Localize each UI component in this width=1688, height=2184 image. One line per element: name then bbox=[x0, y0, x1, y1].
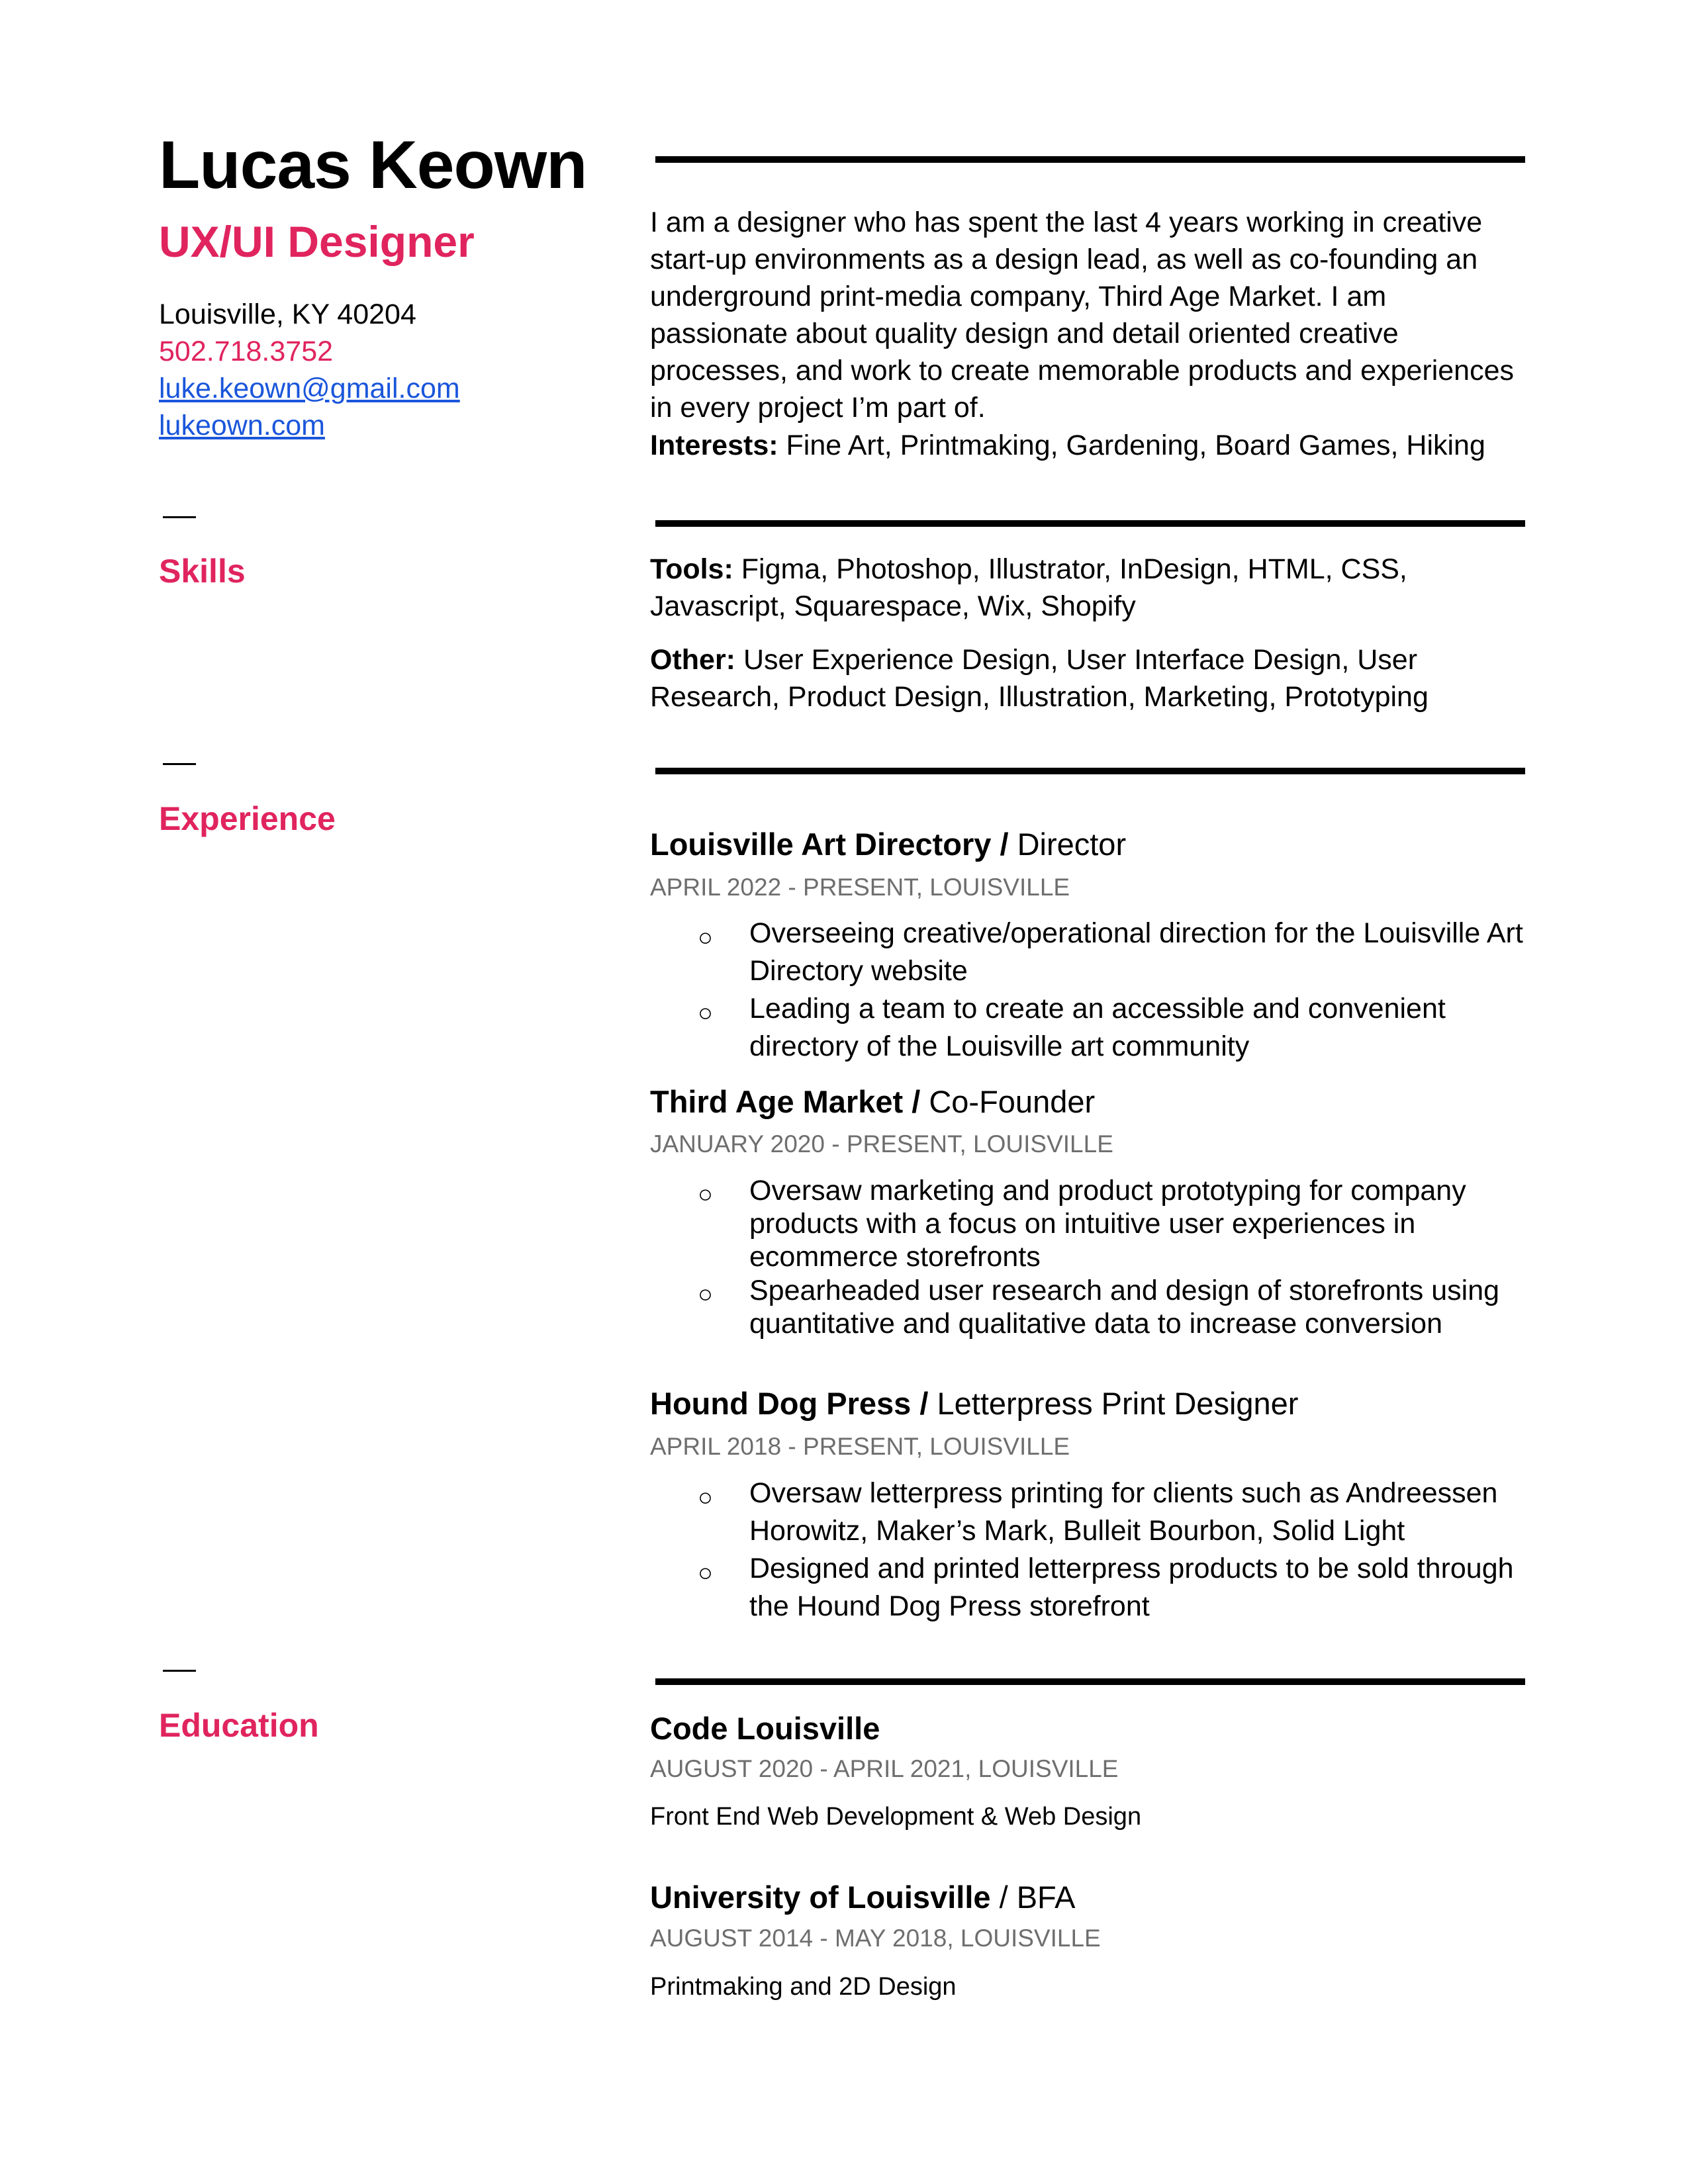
job-bullet: Overseeing creative/operational direction for the Louisville Art Directory website bbox=[749, 917, 1523, 987]
job-bullet: Leading a team to create an accessible and convenient directory of the Louisville art community bbox=[749, 993, 1446, 1062]
section-heading-experience: Experience bbox=[159, 800, 336, 837]
job-position: Letterpress Print Designer bbox=[937, 1386, 1299, 1421]
summary-paragraph bbox=[650, 204, 1530, 426]
tools-line bbox=[650, 551, 1530, 625]
job-company: Louisville Art Directory / bbox=[650, 827, 1009, 862]
phone-text: 502.718.3752 bbox=[159, 336, 334, 367]
other-value: User Experience Design, User Interface Design, User Research, Product Design, Illustration, Marketing, Prototyping bbox=[650, 644, 1429, 713]
other-skills-line bbox=[650, 641, 1530, 715]
job-title-line bbox=[650, 1086, 1095, 1117]
bullet-circle-icon: ○ bbox=[698, 1484, 713, 1512]
education-detail: Front End Web Development & Web Design bbox=[650, 1803, 1142, 1831]
education-meta: AUGUST 2014 - MAY 2018, LOUISVILLE bbox=[650, 1925, 1101, 1952]
tools-value: Figma, Photoshop, Illustrator, InDesign, HTML, CSS, Javascript, Squarespace, Wix, Shopify bbox=[650, 553, 1407, 622]
divider-rule-education bbox=[655, 1678, 1525, 1685]
section-heading-education: Education bbox=[159, 1707, 319, 1744]
section-heading-skills: Skills bbox=[159, 553, 246, 590]
divider-rule-skills bbox=[655, 520, 1525, 527]
job-position: Director bbox=[1017, 827, 1127, 862]
education-detail: Printmaking and 2D Design bbox=[650, 1973, 957, 2001]
job-bullet: Oversaw letterpress printing for clients such as Andreessen Horowitz, Maker’s Mark, Bulleit Bourbon, Solid Light bbox=[749, 1477, 1498, 1547]
email-link[interactable]: luke.keown@gmail.com bbox=[159, 373, 460, 404]
job-bullet: Oversaw marketing and product prototyping for company products with a focus on intuitive user experiences in ecommerce storefronts bbox=[749, 1175, 1466, 1273]
bullet-circle-icon: ○ bbox=[698, 1281, 713, 1308]
interests-value: Fine Art, Printmaking, Gardening, Board Games, Hiking bbox=[786, 430, 1485, 461]
bullet-circle-icon: ○ bbox=[698, 1559, 713, 1587]
bullet-circle-icon: ○ bbox=[698, 999, 713, 1027]
job-company: Third Age Market / bbox=[650, 1084, 921, 1119]
location-text: Louisville, KY 40204 bbox=[159, 298, 416, 330]
job-meta: APRIL 2022 - PRESENT, LOUISVILLE bbox=[650, 874, 1070, 901]
education-title-line bbox=[650, 1713, 880, 1744]
education-meta: AUGUST 2020 - APRIL 2021, LOUISVILLE bbox=[650, 1755, 1119, 1782]
job-meta: APRIL 2018 - PRESENT, LOUISVILLE bbox=[650, 1433, 1070, 1460]
job-bullet: Spearheaded user research and design of storefronts using quantitative and qualitative data to increase conversion bbox=[749, 1275, 1500, 1340]
website-link[interactable]: lukeown.com bbox=[159, 410, 325, 441]
resume-role: UX/UI Designer bbox=[159, 217, 475, 266]
section-dash-experience bbox=[163, 763, 196, 765]
tools-label: Tools: bbox=[650, 553, 733, 585]
summary-text: I am a designer who has spent the last 4 years working in creative start-up environments as a design lead, as well as co-founding an underground print-media company, Third Age Market. I am passionate about quality design and detail oriented creative processes, and work to create memorable products and experiences in every project I’m part of. bbox=[650, 206, 1515, 424]
education-school: University of Louisville bbox=[650, 1880, 991, 1915]
education-school: Code Louisville bbox=[650, 1711, 880, 1746]
section-dash-education bbox=[163, 1670, 196, 1672]
education-title-line bbox=[650, 1882, 1076, 1913]
interests-label: Interests: bbox=[650, 430, 778, 461]
job-title-line bbox=[650, 1388, 1298, 1419]
other-label: Other: bbox=[650, 644, 735, 676]
job-company: Hound Dog Press / bbox=[650, 1386, 929, 1421]
education-degree: / BFA bbox=[999, 1880, 1076, 1915]
job-meta: JANUARY 2020 - PRESENT, LOUISVILLE bbox=[650, 1130, 1113, 1158]
resume-name: Lucas Keown bbox=[159, 127, 587, 203]
interests-line bbox=[650, 427, 1530, 464]
job-bullet: Designed and printed letterpress products to be sold through the Hound Dog Press storefront bbox=[749, 1553, 1514, 1622]
job-position: Co-Founder bbox=[929, 1084, 1096, 1119]
section-dash-skills bbox=[163, 516, 196, 518]
job-title-line bbox=[650, 829, 1126, 860]
bullet-circle-icon: ○ bbox=[698, 924, 713, 952]
bullet-circle-icon: ○ bbox=[698, 1181, 713, 1208]
divider-rule-summary bbox=[655, 156, 1525, 163]
divider-rule-experience bbox=[655, 768, 1525, 774]
